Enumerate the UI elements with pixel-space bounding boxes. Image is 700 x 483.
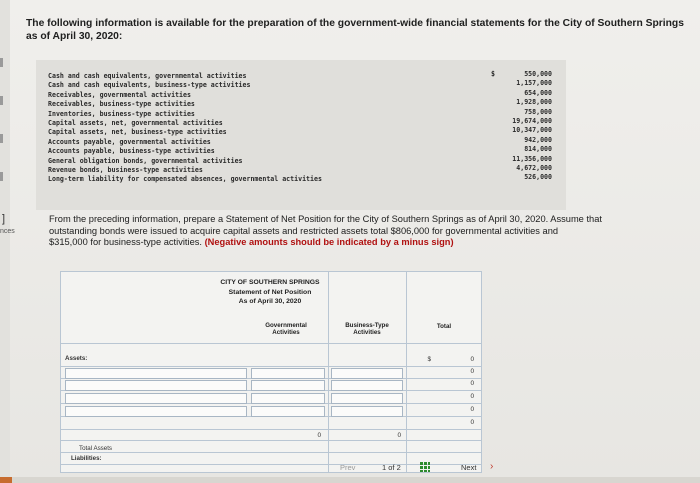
account-amount: 10,347,000 [512,126,552,135]
question-line-1: From the preceding information, prepare a Statement of Net Position for the City of Southern Springs as of April 30, 2020. Assume that [49,214,602,224]
account-label: Accounts payable, business-type activities [48,147,215,156]
governmental-amount-input[interactable] [251,380,325,391]
intro-text [26,17,700,43]
business-amount-input[interactable] [331,368,403,379]
account-label: Capital assets, net, business-type activities [48,128,227,137]
chevron-right-icon[interactable]: › [490,461,494,472]
account-amount: 942,000 [524,135,552,144]
column-divider [328,272,329,472]
total-cell-value: 0 [470,406,474,413]
pagination [340,461,540,475]
total-dollar-sign: $ [427,356,431,363]
assets-label: Assets: [65,355,88,362]
sidebar-marker [0,58,3,67]
question-text [49,214,679,249]
worksheet-subtitle: Statement of Net Position [228,288,312,296]
question-line-3 [49,237,679,249]
governmental-amount-input[interactable] [251,368,325,379]
row-divider [61,429,481,430]
total-assets-label: Total Assets [79,445,113,452]
side-bracket: ] [2,213,6,225]
currency-symbol: $ [491,70,495,78]
total-cell-value: 0 [470,380,474,387]
col-header-governmental-line1: Governmental [265,322,307,329]
business-total-assets: 0 [397,432,401,439]
row-divider [61,452,481,453]
business-amount-input[interactable] [331,406,403,417]
business-amount-input[interactable] [331,393,403,404]
page-position: 1 of 2 [382,463,401,472]
side-label: nces [0,228,15,235]
sidebar-marker [0,172,3,181]
sidebar-marker [0,134,3,143]
account-label: Cash and cash equivalents, governmental activities [48,72,247,80]
col-header-business-type [331,322,403,336]
account-label: Accounts payable, governmental activities [48,137,211,146]
col-header-business-line2: Activities [353,329,381,337]
asset-description-input[interactable] [65,368,247,379]
prev-button[interactable]: Prev [340,463,356,472]
statement-worksheet [60,271,482,473]
worksheet-date: As of April 30, 2020 [238,298,302,305]
account-amount: 758,000 [524,107,552,116]
account-amount: 11,356,000 [512,154,552,163]
governmental-total-assets: 0 [317,432,321,439]
account-label: Receivables, business-type activities [48,100,195,109]
account-label: Cash and cash equivalents, business-type activities [48,81,251,90]
next-button[interactable]: Next [461,463,477,472]
governmental-amount-input[interactable] [251,393,325,404]
left-sidebar-strip [0,0,10,483]
account-amount: 4,672,000 [516,164,552,173]
account-labels [48,72,428,185]
account-amounts [470,70,552,183]
account-amount: 1,928,000 [516,98,552,107]
question-line-3-text: $315,000 for business-type activities. [49,237,202,248]
account-amount: 654,000 [524,88,552,97]
account-label: Capital assets, net, governmental activities [48,119,223,128]
column-divider [406,272,407,472]
total-cell-value: 0 [470,368,474,375]
liabilities-label: Liabilities: [71,455,102,462]
col-header-total: Total [436,323,452,330]
sidebar-marker [0,96,3,105]
account-amount: 526,000 [524,173,552,182]
asset-description-input[interactable] [65,393,247,404]
header-divider [61,343,481,344]
negative-amount-hint: (Negative amounts should be indicated by a minus sign) [204,237,454,248]
account-amount: 1,157,000 [516,79,552,88]
col-header-governmental [251,322,321,336]
business-amount-input[interactable] [331,380,403,391]
account-label: General obligation bonds, governmental activities [48,156,243,165]
account-label: Inventories, business-type activities [48,109,195,118]
intro-line-1: The following information is available for the preparation of the government-wide financial statements for the City of Southern Springs [26,18,684,29]
worksheet-heading [197,278,343,307]
intro-line-2: as of April 30, 2020: [26,31,123,42]
total-cell-value: 0 [470,356,474,363]
asset-description-input[interactable] [65,380,247,391]
account-label: Receivables, governmental activities [48,90,191,99]
account-amount: 550,000 [524,70,552,78]
question-line-2: outstanding bonds were issued to acquire capital assets and restricted assets total $806,000 for governmental activities and [49,225,559,236]
bottom-bar [0,477,700,483]
account-label: Revenue bonds, business-type activities [48,166,203,175]
worksheet-title: CITY OF SOUTHERN SPRINGS [220,279,320,286]
row-divider [61,440,481,441]
total-cell-value: 0 [470,419,474,426]
col-header-governmental-line2: Activities [272,329,300,337]
bottom-tag [0,477,12,483]
row-divider [61,366,481,367]
asset-description-input[interactable] [65,406,247,417]
total-cell-value: 0 [470,393,474,400]
account-amount: 19,674,000 [512,117,552,126]
governmental-amount-input[interactable] [251,406,325,417]
grid-icon[interactable] [420,462,430,472]
col-header-business-line1: Business-Type [345,322,389,329]
account-amount: 814,000 [524,145,552,154]
account-label: Long-term liability for compensated absences, governmental activities [48,175,322,184]
